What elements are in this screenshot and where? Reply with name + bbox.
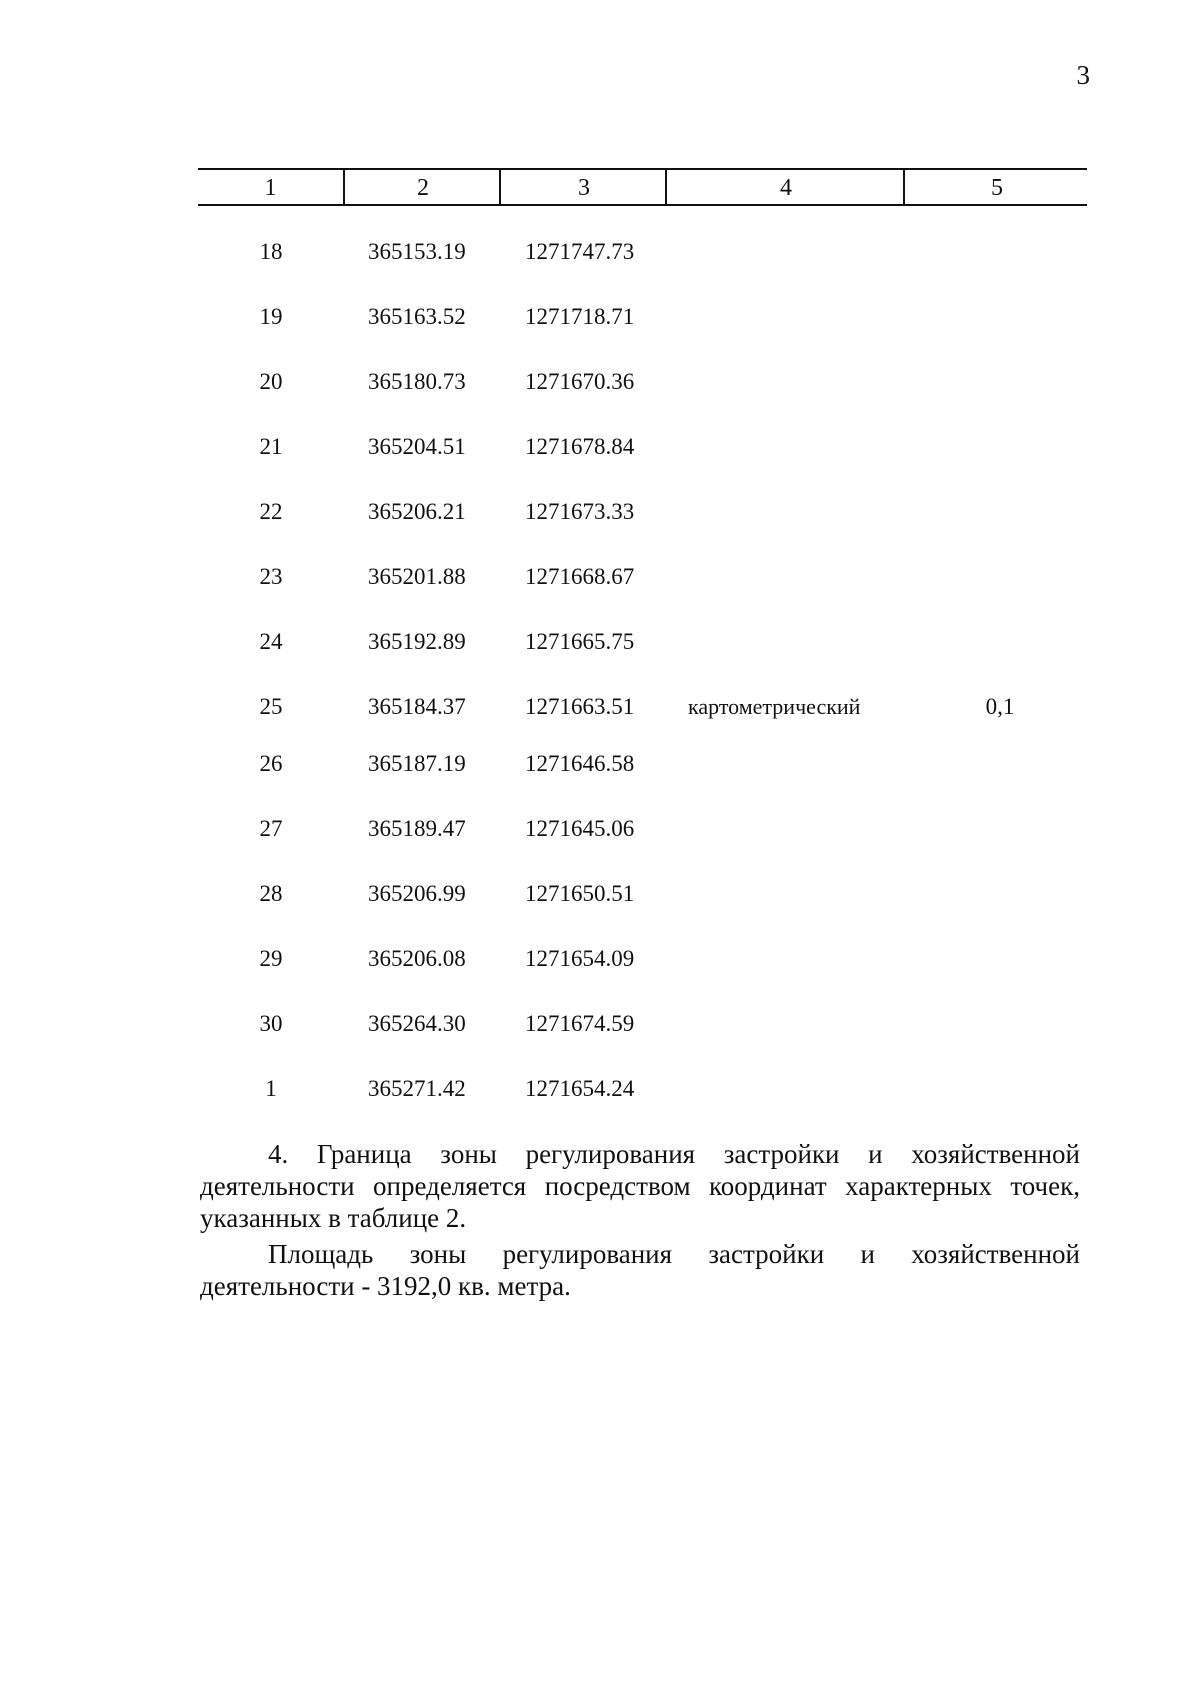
table-row [0, 1009, 1200, 1039]
coordinate-y: 1271673.33 [525, 499, 635, 524]
table-row [0, 692, 1200, 722]
table-row [0, 237, 1200, 267]
method-cell: картометрический [688, 694, 861, 719]
coordinate-x: 365163.52 [368, 304, 466, 329]
point-number: 19 [259, 304, 283, 329]
coordinate-x: 365206.21 [368, 499, 466, 524]
coordinate-x: 365153.19 [368, 239, 466, 264]
coordinate-x: 365201.88 [368, 564, 466, 589]
coordinate-x: 365184.37 [368, 694, 466, 719]
table-row [0, 497, 1200, 527]
point-number: 27 [259, 816, 283, 841]
coordinate-x: 365271.42 [368, 1076, 466, 1101]
coordinate-y: 1271674.59 [525, 1011, 635, 1036]
coordinate-y: 1271678.84 [525, 434, 635, 459]
point-number: 20 [259, 369, 283, 394]
point-number: 21 [259, 434, 283, 459]
point-number: 1 [265, 1076, 277, 1101]
coordinate-y: 1271670.36 [525, 369, 635, 394]
point-number: 26 [259, 751, 283, 776]
point-number: 30 [259, 1011, 283, 1036]
table-row [0, 432, 1200, 462]
header-cell-3: 3 [499, 170, 667, 204]
coordinate-x: 365206.99 [368, 881, 466, 906]
table-row [0, 1074, 1200, 1104]
header-cell-5: 5 [903, 170, 1089, 204]
coordinate-y: 1271663.51 [525, 694, 635, 719]
coordinate-y: 1271654.24 [525, 1076, 635, 1101]
coordinate-y: 1271654.09 [525, 946, 635, 971]
header-cell-4: 4 [665, 170, 905, 204]
table-row [0, 302, 1200, 332]
point-number: 29 [259, 946, 283, 971]
point-number: 23 [259, 564, 283, 589]
point-number: 24 [259, 629, 283, 654]
coordinate-y: 1271668.67 [525, 564, 635, 589]
table-row [0, 944, 1200, 974]
point-number: 22 [259, 499, 283, 524]
coordinate-y: 1271747.73 [525, 239, 635, 264]
boundary-paragraph: 4. Граница зоны регулирования застройки и хозяйственной деятельности определяется посредством координат характерных точек, указанных в таблице 2. [200, 1139, 1080, 1233]
coordinate-x: 365204.51 [368, 434, 466, 459]
coordinate-y: 1271718.71 [525, 304, 635, 329]
area-paragraph: Площадь зоны регулирования застройки и хозяйственной деятельности - 3192,0 кв. метра. [200, 1239, 1080, 1301]
coordinate-y: 1271645.06 [525, 816, 635, 841]
header-cell-2: 2 [343, 170, 501, 204]
coordinate-y: 1271646.58 [525, 751, 635, 776]
page-number: 3 [1076, 60, 1090, 90]
coordinate-x: 365264.30 [368, 1011, 466, 1036]
table-row [0, 879, 1200, 909]
coordinate-y: 1271650.51 [525, 881, 635, 906]
table-row [0, 367, 1200, 397]
coordinate-x: 365180.73 [368, 369, 466, 394]
header-cell-1: 1 [264, 175, 277, 201]
coordinate-x: 365206.08 [368, 946, 466, 971]
coordinate-x: 365192.89 [368, 629, 466, 654]
table-row [0, 627, 1200, 657]
table-header [198, 168, 1087, 206]
point-number: 25 [259, 694, 283, 719]
table-row [0, 814, 1200, 844]
coordinate-x: 365189.47 [368, 816, 466, 841]
table-row [0, 562, 1200, 592]
point-number: 18 [259, 239, 283, 264]
accuracy-cell: 0,1 [985, 694, 1015, 719]
coordinate-y: 1271665.75 [525, 629, 635, 654]
table-row [0, 749, 1200, 779]
point-number: 28 [259, 881, 283, 906]
coordinate-x: 365187.19 [368, 751, 466, 776]
